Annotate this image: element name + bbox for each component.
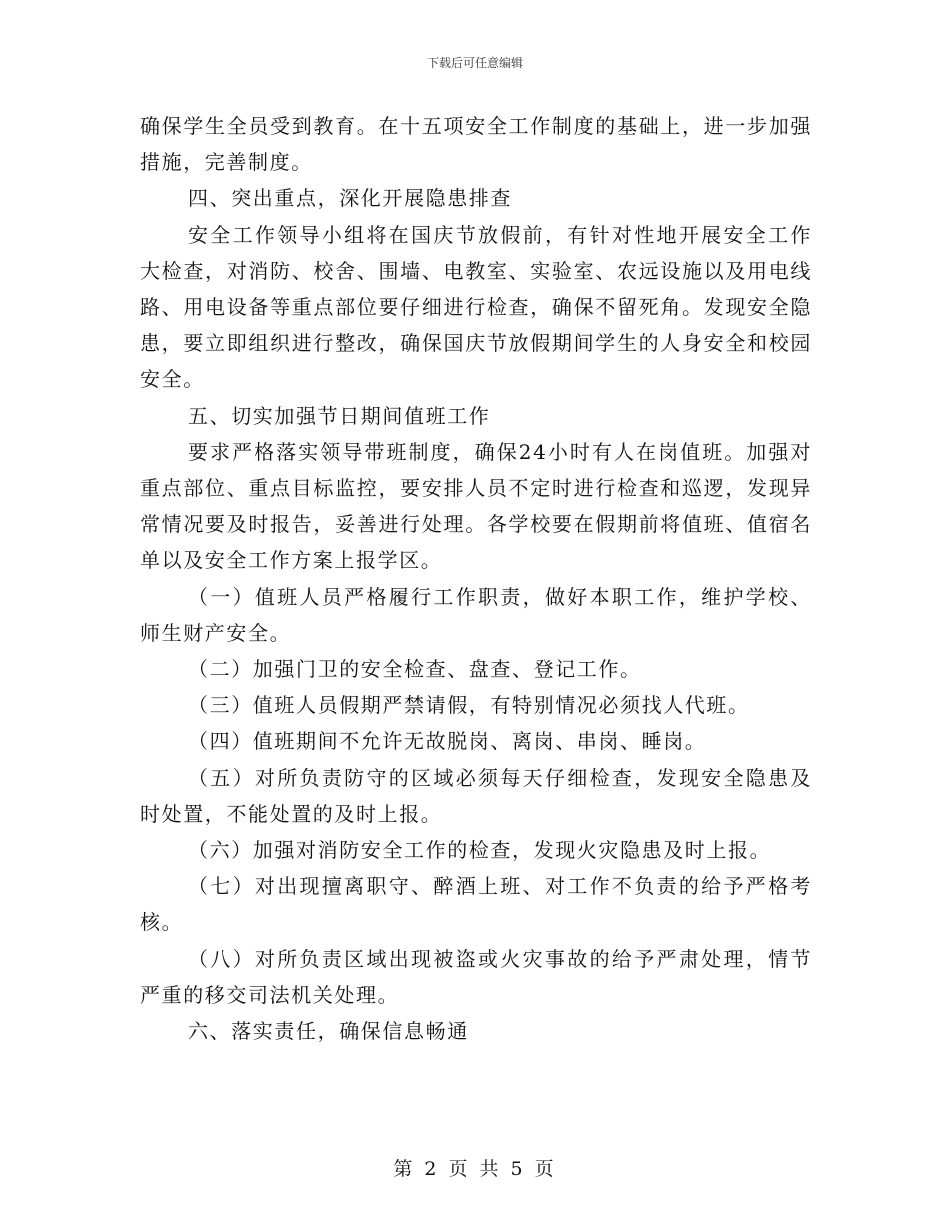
list-item: （五）对所负责防守的区域必须每天仔细检查，发现安全隐患及时处置，不能处置的及时上报。 [140, 765, 812, 826]
paragraph: 要求严格落实领导带班制度，确保24小时有人在岗值班。加强对重点部位、重点目标监控，要安排人员不定时进行检查和巡逻，发现异常情况要及时报告，妥善进行处理。各学校要在假期前将值班、值宿名单以及安全工作方案上报学区。 [140, 439, 812, 573]
list-item: （一）值班人员严格履行工作职责，做好本职工作，维护学校、师生财产安全。 [140, 584, 812, 645]
document-body [140, 108, 812, 1049]
list-item: （三）值班人员假期严禁请假，有特别情况必须找人代班。 [188, 693, 750, 718]
list-item: （四）值班期间不允许无故脱岗、离岗、串岗、睡岗。 [188, 729, 707, 754]
page-header-note: 下载后可任意编辑 [426, 56, 523, 70]
section-heading: 四、突出重点，深化开展隐患排查 [188, 186, 512, 211]
list-item: （七）对出现擅离职守、醉酒上班、对工作不负责的给予严格考核。 [140, 874, 812, 935]
list-item: （二）加强门卫的安全检查、盘查、登记工作。 [188, 657, 642, 682]
section-heading: 五、切实加强节日期间值班工作 [188, 403, 491, 428]
list-item: （八）对所负责区域出现被盗或火灾事故的给予严肃处理，情节严重的移交司法机关处理。 [140, 946, 812, 1007]
paragraph: 确保学生全员受到教育。在十五项安全工作制度的基础上，进一步加强措施，完善制度。 [140, 114, 812, 175]
section-heading: 六、落实责任，确保信息畅通 [188, 1019, 469, 1044]
list-item: （六）加强对消防安全工作的检查，发现火灾隐患及时上报。 [188, 838, 772, 863]
page-number: 第 2 页 共 5 页 [393, 1158, 557, 1180]
paragraph: 安全工作领导小组将在国庆节放假前，有针对性地开展安全工作大检查，对消防、校舍、围墙、电教室、实验室、农远设施以及用电线路、用电设备等重点部位要仔细进行检查，确保不留死角。发现安全隐患，要立即组织进行整改，确保国庆节放假期间学生的人身安全和校园安全。 [140, 222, 812, 392]
